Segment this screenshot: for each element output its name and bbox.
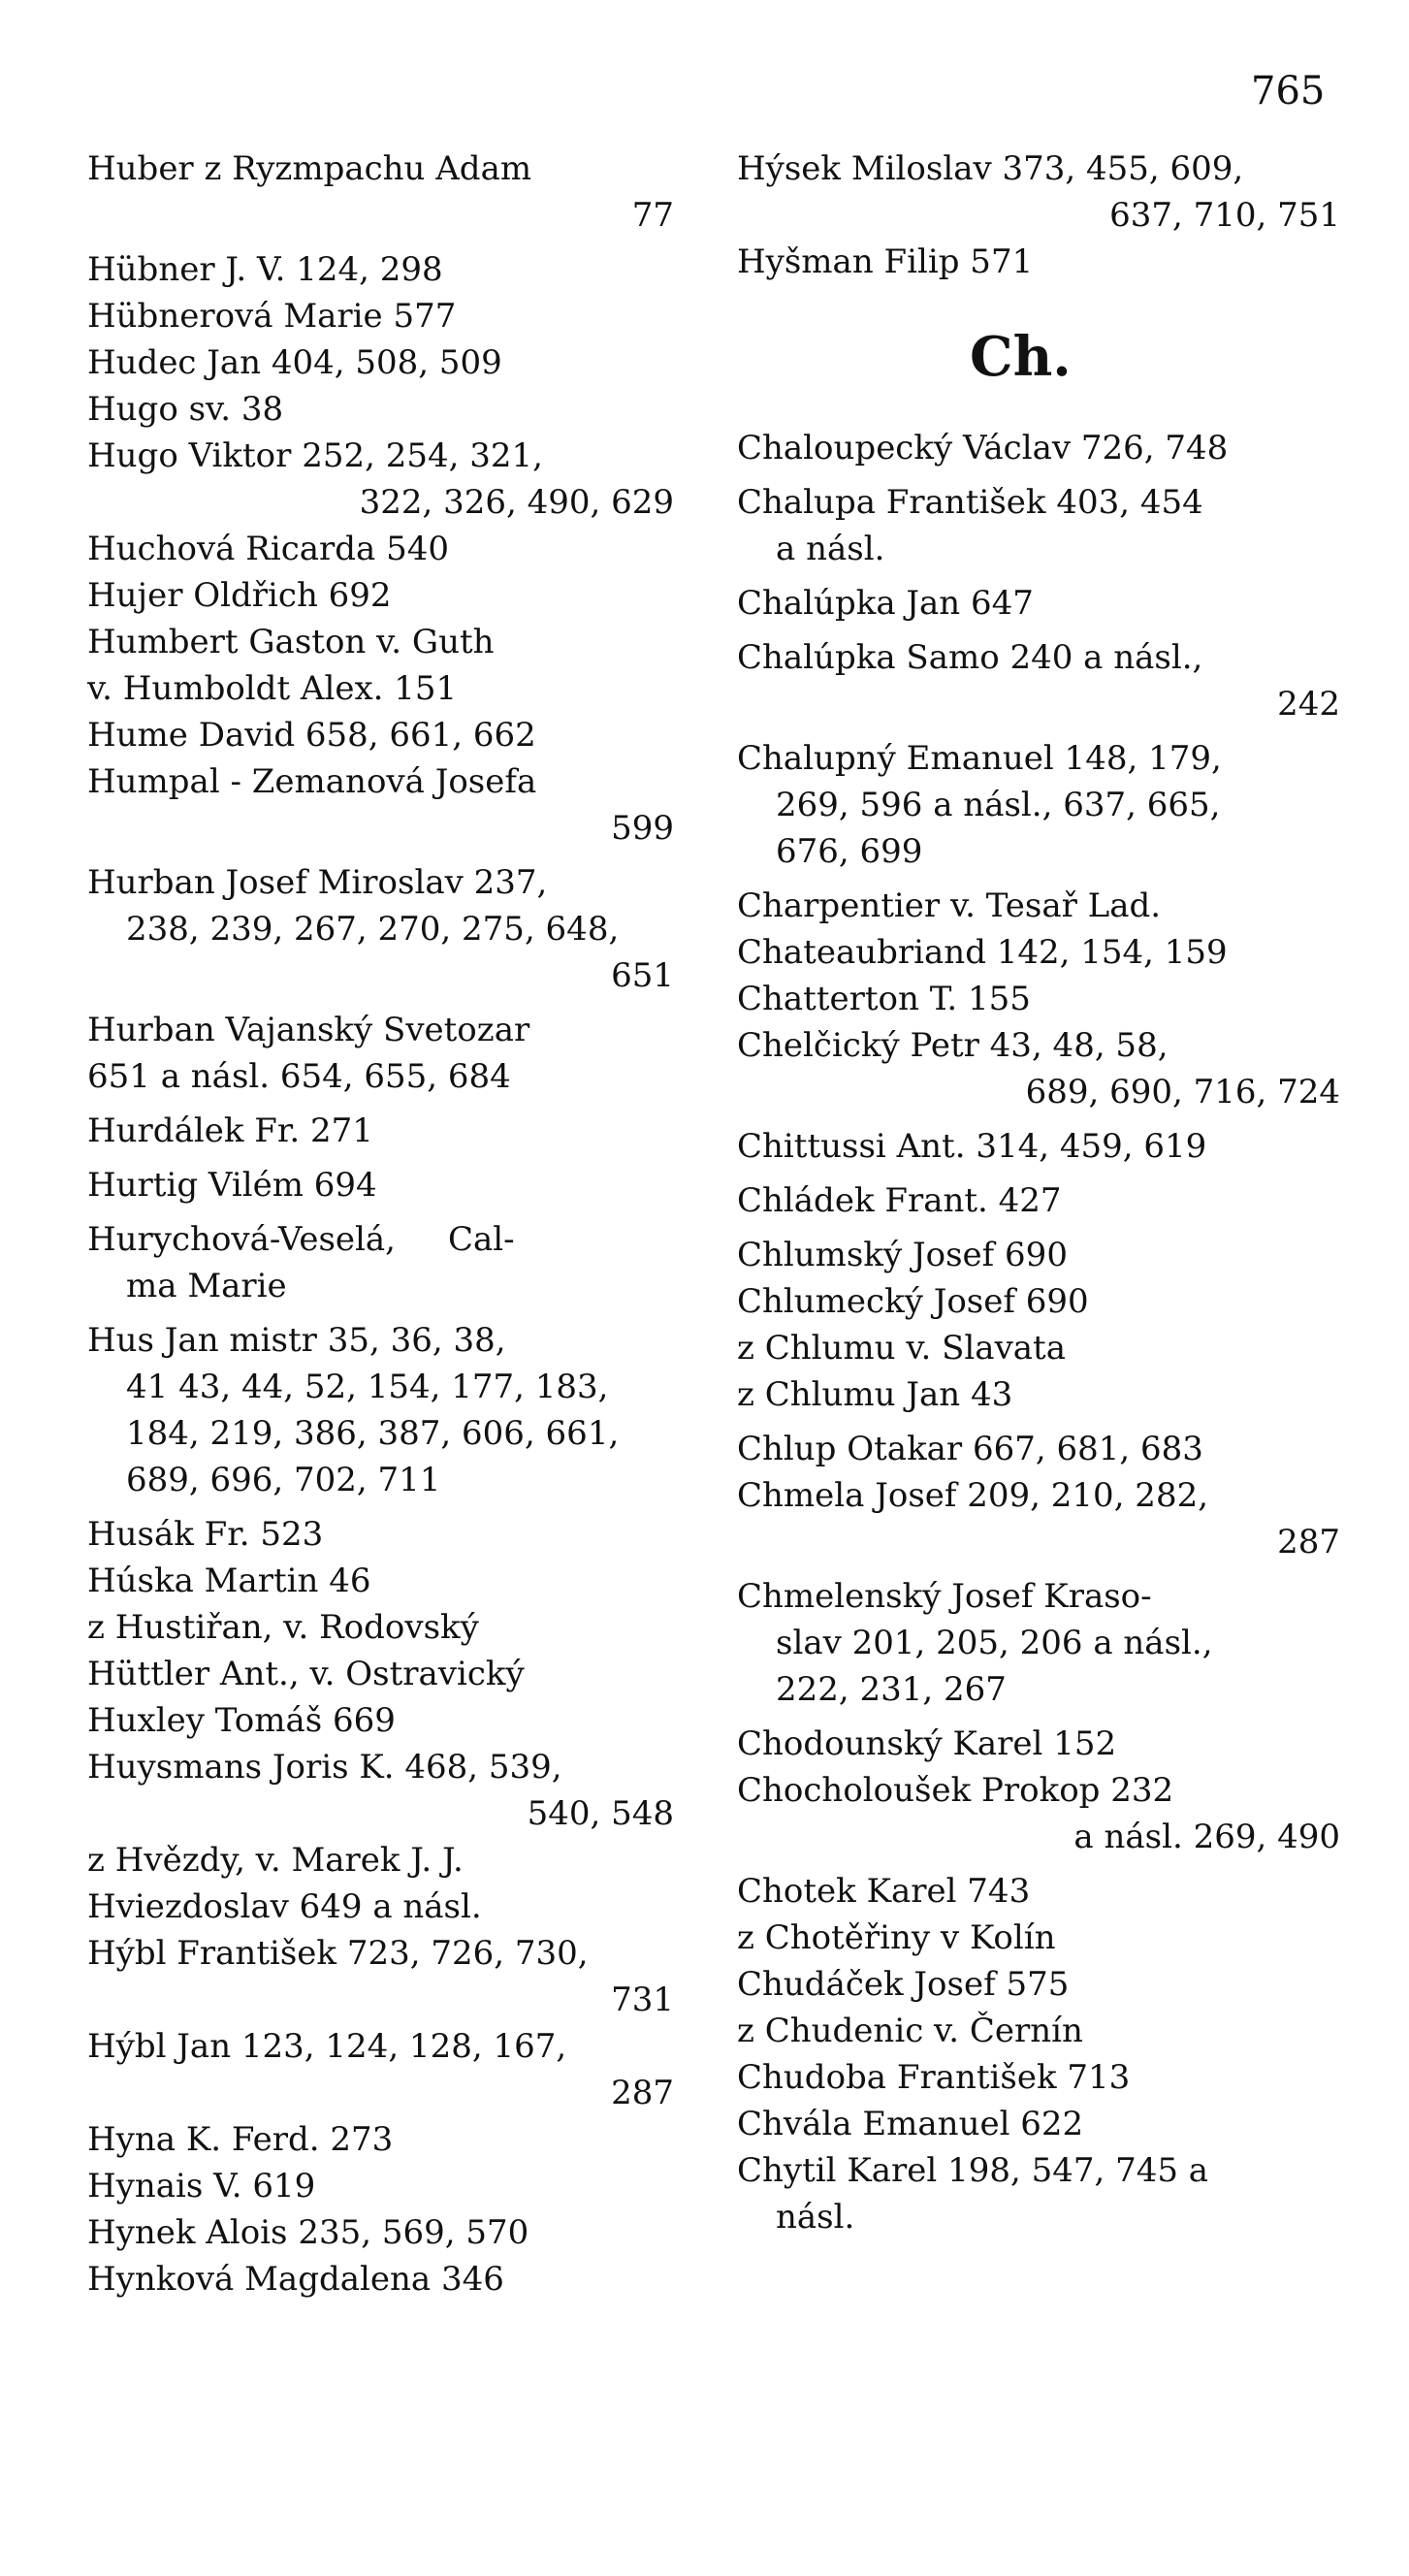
index-entry (737, 2008, 1340, 2054)
index-entry-line: 689, 696, 702, 711 (126, 1461, 441, 1499)
index-entry (737, 1232, 1340, 1278)
index-entry-line: Hurban Josef Miroslav 237, (87, 863, 548, 902)
index-entry-line: Chittussi Ant. 314, 459, 619 (737, 1127, 1207, 1166)
index-entry-line: Chudáček Josef 575 (737, 1965, 1070, 2004)
index-entry-line: Hume David 658, 661, 662 (87, 716, 536, 755)
index-entry (737, 1767, 1340, 1860)
index-entry-line: 41 43, 44, 52, 154, 177, 183, (126, 1368, 609, 1406)
index-entry (737, 1721, 1340, 1767)
entry-spacer (737, 727, 1340, 735)
index-entry-line: Chvála Emanuel 622 (737, 2105, 1084, 2143)
index-entry-line: z Chlumu Jan 43 (737, 1375, 1013, 1414)
index-entry-line: Hurychová-Veselá, Cal- (87, 1220, 515, 1259)
index-entry (737, 2054, 1340, 2101)
index-entry-line: Hus Jan mistr 35, 36, 38, (87, 1321, 506, 1360)
section-heading: Ch. (970, 325, 1072, 389)
entry-spacer (87, 1100, 674, 1108)
index-entry-line: Hynková Magdalena 346 (87, 2260, 504, 2299)
index-entry (87, 712, 674, 758)
entry-spacer (737, 1115, 1340, 1123)
index-entry-line: 540, 548 (527, 1794, 674, 1833)
index-entry (87, 2023, 674, 2116)
index-entry-line: 287 (611, 2074, 674, 2112)
index-entry-line: Chotek Karel 743 (737, 1872, 1031, 1911)
index-entry-line: Hýsek Miloslav 373, 455, 609, (737, 149, 1244, 188)
index-entry (737, 1371, 1340, 1418)
index-entry-line: Charpentier v. Tesař Lad. (737, 886, 1162, 925)
index-group-hy (737, 145, 1340, 285)
index-entry-line: Hurtig Vilém 694 (87, 1166, 377, 1205)
index-entry (737, 1472, 1340, 1565)
entry-spacer (87, 999, 674, 1007)
index-entry (737, 2147, 1340, 2240)
page-number: 765 (1251, 69, 1326, 113)
entry-spacer (87, 852, 674, 859)
index-entry-line: ma Marie (126, 1267, 287, 1305)
index-entry-line: Chalúpka Samo 240 a násl., (737, 638, 1203, 677)
index-entry (737, 425, 1340, 471)
index-entry (737, 735, 1340, 875)
index-entry (737, 479, 1340, 572)
index-entry (87, 293, 674, 339)
index-entry (737, 580, 1340, 627)
index-entry-line: 599 (611, 809, 674, 848)
index-entry-line: z Chlumu v. Slavata (737, 1329, 1066, 1368)
index-entry (737, 883, 1340, 929)
index-entry-line: Husák Fr. 523 (87, 1515, 324, 1554)
index-entry-line: Chocholoušek Prokop 232 (737, 1771, 1174, 1810)
index-entry-line: z Hustiřan, v. Rodovský (87, 1608, 479, 1647)
index-entry (87, 2209, 674, 2256)
index-entry (87, 1930, 674, 2023)
index-group-ch (737, 425, 1340, 2240)
index-entry (87, 2256, 674, 2302)
entry-spacer (737, 1860, 1340, 1868)
index-entry-line: 242 (1277, 685, 1340, 724)
index-entry (737, 1278, 1340, 1325)
index-entry (737, 1868, 1340, 1915)
index-entry (737, 239, 1340, 285)
index-entry (87, 1697, 674, 1744)
entry-spacer (87, 239, 674, 246)
index-entry-line: Chalupný Emanuel 148, 179, (737, 739, 1222, 778)
index-entry-line: Chalupa František 403, 454 (737, 483, 1203, 522)
index-entry (737, 1915, 1340, 1961)
index-entry-line: Hyna K. Ferd. 273 (87, 2120, 394, 2159)
index-entry-line: z Chudenic v. Černín (737, 2012, 1083, 2050)
index-entry-line: Humpal - Zemanová Josefa (87, 762, 537, 801)
index-entry-line: Huber z Ryzmpachu Adam (87, 149, 532, 188)
index-entry (737, 1426, 1340, 1472)
entry-spacer (87, 1503, 674, 1511)
index-entry (87, 572, 674, 619)
index-entry (87, 1216, 674, 1309)
index-entry (737, 1961, 1340, 2008)
index-entry-line: z Hvězdy, v. Marek J. J. (87, 1841, 464, 1880)
index-entry-line: Hurban Vajanský Svetozar (87, 1011, 530, 1049)
index-entry (737, 2101, 1340, 2147)
index-entry-line: Hübnerová Marie 577 (87, 297, 457, 336)
index-entry (737, 1573, 1340, 1713)
index-entry (737, 634, 1340, 727)
index-entry (737, 929, 1340, 976)
index-entry (87, 2116, 674, 2163)
index-entry-line: Chalúpka Jan 647 (737, 584, 1034, 623)
entry-spacer (87, 1309, 674, 1317)
entry-spacer (87, 1208, 674, 1216)
index-entry-line: Hýbl Jan 123, 124, 128, 167, (87, 2027, 567, 2066)
index-entry-line: 184, 219, 386, 387, 606, 661, (126, 1414, 620, 1453)
index-entry (737, 1177, 1340, 1224)
entry-spacer (737, 1418, 1340, 1426)
entry-spacer (737, 1224, 1340, 1232)
entry-spacer (737, 627, 1340, 634)
entry-spacer (737, 875, 1340, 883)
index-entry (87, 1884, 674, 1930)
index-entry (87, 526, 674, 572)
index-entry-line: 676, 699 (776, 832, 923, 871)
index-entry (737, 1325, 1340, 1371)
index-entry-line: Húska Martin 46 (87, 1562, 371, 1600)
index-entry-line: Chodounský Karel 152 (737, 1724, 1117, 1763)
index-entry (87, 1007, 674, 1100)
index-entry (737, 145, 1340, 239)
index-entry-line: 77 (631, 196, 674, 235)
index-entry (87, 2163, 674, 2209)
entry-spacer (737, 1565, 1340, 1573)
index-entry-line: Chytil Karel 198, 547, 745 a (737, 2151, 1209, 2190)
index-entry-line: 287 (1277, 1523, 1340, 1562)
index-entry (87, 1317, 674, 1503)
index-column-right (737, 145, 1340, 2240)
index-entry-line: násl. (776, 2198, 855, 2237)
index-entry-line: Chmela Josef 209, 210, 282, (737, 1476, 1209, 1515)
index-entry-line: Chateaubriand 142, 154, 159 (737, 933, 1228, 972)
entry-spacer (87, 1154, 674, 1162)
index-entry-line: 689, 690, 716, 724 (1025, 1073, 1340, 1111)
index-entry-line: slav 201, 205, 206 a násl., (776, 1624, 1213, 1662)
index-entry-line: Hurdálek Fr. 271 (87, 1111, 373, 1150)
index-entry (87, 758, 674, 852)
index-entry (737, 1123, 1340, 1170)
index-entry (87, 665, 674, 712)
index-entry-line: Chlumecký Josef 690 (737, 1282, 1089, 1321)
index-entry-line: Huysmans Joris K. 468, 539, (87, 1748, 562, 1787)
entry-spacer (737, 1713, 1340, 1721)
index-entry-line: 731 (611, 1980, 674, 2019)
index-entry (87, 246, 674, 293)
index-entry-line: Chudoba František 713 (737, 2058, 1131, 2097)
index-entry-line: Chmelenský Josef Kraso- (737, 1577, 1152, 1616)
index-entry-line: 651 (611, 956, 674, 995)
index-entry-line: Hüttler Ant., v. Ostravický (87, 1655, 525, 1693)
index-entry (737, 1022, 1340, 1115)
index-entry-line: Chlumský Josef 690 (737, 1236, 1068, 1274)
index-entry (87, 1558, 674, 1604)
index-entry-line: 222, 231, 267 (776, 1670, 1007, 1709)
index-entry (87, 1651, 674, 1697)
index-entry-line: a násl. (776, 530, 885, 568)
index-entry-line: 651 a násl. 654, 655, 684 (87, 1057, 511, 1096)
index-entry-line: 269, 596 a násl., 637, 665, (776, 786, 1221, 824)
entry-spacer (737, 1170, 1340, 1177)
entry-spacer (737, 572, 1340, 580)
index-entry-line: z Chotěřiny v Kolín (737, 1918, 1056, 1957)
index-entry (87, 1511, 674, 1558)
index-entry-line: Chládek Frant. 427 (737, 1181, 1062, 1220)
index-entry (87, 859, 674, 999)
entry-spacer (737, 471, 1340, 479)
index-entry (87, 386, 674, 433)
index-entry-line: Hyšman Filip 571 (737, 242, 1034, 281)
index-entry (87, 339, 674, 386)
index-entry (87, 433, 674, 526)
index-entry-line: 322, 326, 490, 629 (359, 483, 674, 522)
index-entry-line: Hýbl František 723, 726, 730, (87, 1934, 589, 1973)
index-entry (87, 1604, 674, 1651)
index-column-left (87, 145, 674, 2302)
index-entry-line: Chelčický Petr 43, 48, 58, (737, 1026, 1169, 1065)
index-entry-line: Hviezdoslav 649 a násl. (87, 1887, 482, 1926)
index-entry-line: Hudec Jan 404, 508, 509 (87, 343, 502, 382)
index-entry (737, 976, 1340, 1022)
index-entry-line: Hynais V. 619 (87, 2167, 316, 2206)
index-entry (87, 1108, 674, 1154)
index-entry-line: Chlup Otakar 667, 681, 683 (737, 1430, 1203, 1468)
index-entry-line: Hugo sv. 38 (87, 390, 284, 429)
index-entry (87, 145, 674, 239)
index-entry-line: Chatterton T. 155 (737, 980, 1031, 1018)
index-entry-line: 238, 239, 267, 270, 275, 648, (126, 910, 620, 949)
index-entry (87, 1162, 674, 1208)
index-entry-line: a násl. 269, 490 (1073, 1818, 1340, 1856)
index-entry-line: Huchová Ricarda 540 (87, 530, 450, 568)
index-entry-line: Humbert Gaston v. Guth (87, 623, 495, 661)
index-entry-line: Hujer Oldřich 692 (87, 576, 392, 615)
index-entry (87, 1744, 674, 1837)
index-entry-line: Hugo Viktor 252, 254, 321, (87, 436, 543, 475)
index-entry (87, 1837, 674, 1884)
index-entry-line: 637, 710, 751 (1109, 196, 1340, 235)
index-entry-line: Hynek Alois 235, 569, 570 (87, 2213, 529, 2252)
index-entry-line: Huxley Tomáš 669 (87, 1701, 396, 1740)
index-entry (87, 619, 674, 665)
index-entry-line: v. Humboldt Alex. 151 (87, 669, 458, 708)
index-entry-line: Hübner J. V. 124, 298 (87, 250, 443, 289)
index-entry-line: Chaloupecký Václav 726, 748 (737, 429, 1229, 467)
